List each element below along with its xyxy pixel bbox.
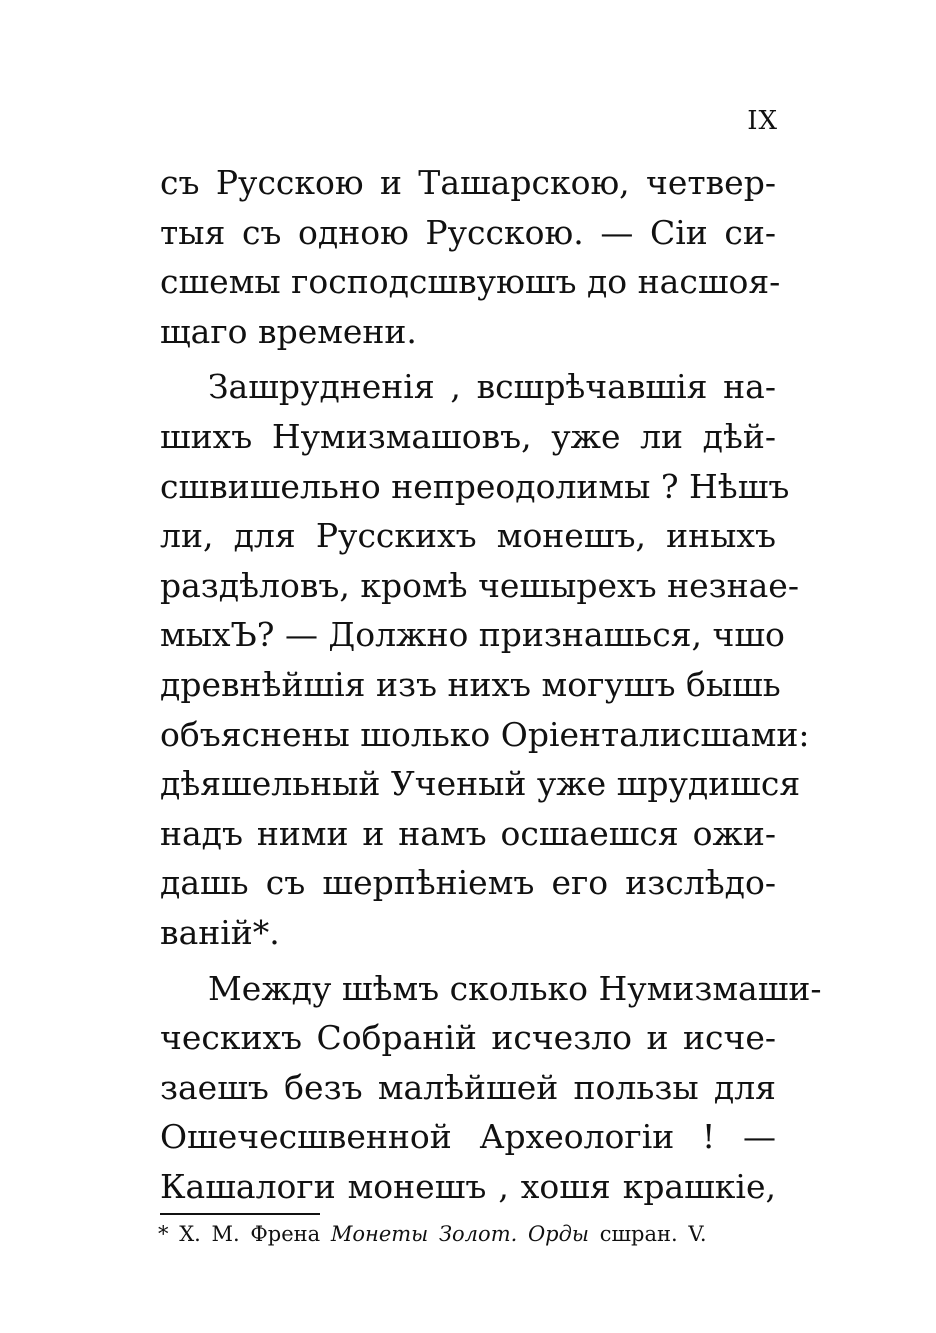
footnote-page-ref: сшран. V. [599, 1222, 707, 1246]
footnote-rule [160, 1213, 320, 1215]
footnote [158, 1222, 707, 1246]
text-line: шихъ Нумизмашовъ, уже ли дѣй- [160, 416, 776, 456]
page-number: IX [747, 106, 778, 136]
text-line: заешъ безъ малѣйшей пользы для [160, 1067, 776, 1107]
text-line: объяснены шолько Оріенталисшами: [160, 714, 810, 754]
text-line: ческихъ Собраній исчезло и исче- [160, 1018, 776, 1058]
text-line: съ Русскою и Ташарскою, четвер- [160, 163, 776, 202]
text-line: Кашалоги монешъ , хошя крашкіе, [160, 1166, 776, 1206]
footnote-author: Х. М. Френа [179, 1222, 321, 1246]
text-line: древнѣйшія изъ нихъ могушъ бышь [160, 664, 781, 704]
footnote-marker: * [158, 1222, 169, 1246]
text-line: ваній*. [160, 912, 280, 952]
footnote-title: Монеты Золот. Орды [330, 1222, 590, 1246]
main-text [160, 158, 822, 1211]
text-line: ли, для Русскихъ монешъ, иныхъ [160, 516, 776, 556]
text-line: Зашрудненія , всшрѣчавшія на- [208, 367, 776, 407]
text-line: мыхЪ? — Должно признашься, чшо [160, 615, 785, 655]
text-line: сшвишельно непреодолимы ? Нѣшъ [160, 466, 790, 506]
text-line: надъ ними и намъ осшаешся ожи- [160, 813, 776, 853]
text-line: Между шѣмъ сколько Нумизмаши- [208, 968, 822, 1008]
text-line: Ошечесшвенной Археологіи ! — [160, 1117, 776, 1157]
text-line: тыя съ одною Русскою. — Сіи си- [160, 212, 776, 252]
text-line: щаго времени. [160, 311, 417, 351]
text-line: раздѣловъ, кромѣ чешырехъ незнае- [160, 565, 799, 605]
text-line: сшемы господсшвуюшъ до насшоя- [160, 262, 781, 302]
text-line: дѣяшельный Ученый уже шрудишся [160, 764, 801, 804]
text-line: дашь съ шерпѣніемъ его изслѣдо- [160, 863, 776, 903]
